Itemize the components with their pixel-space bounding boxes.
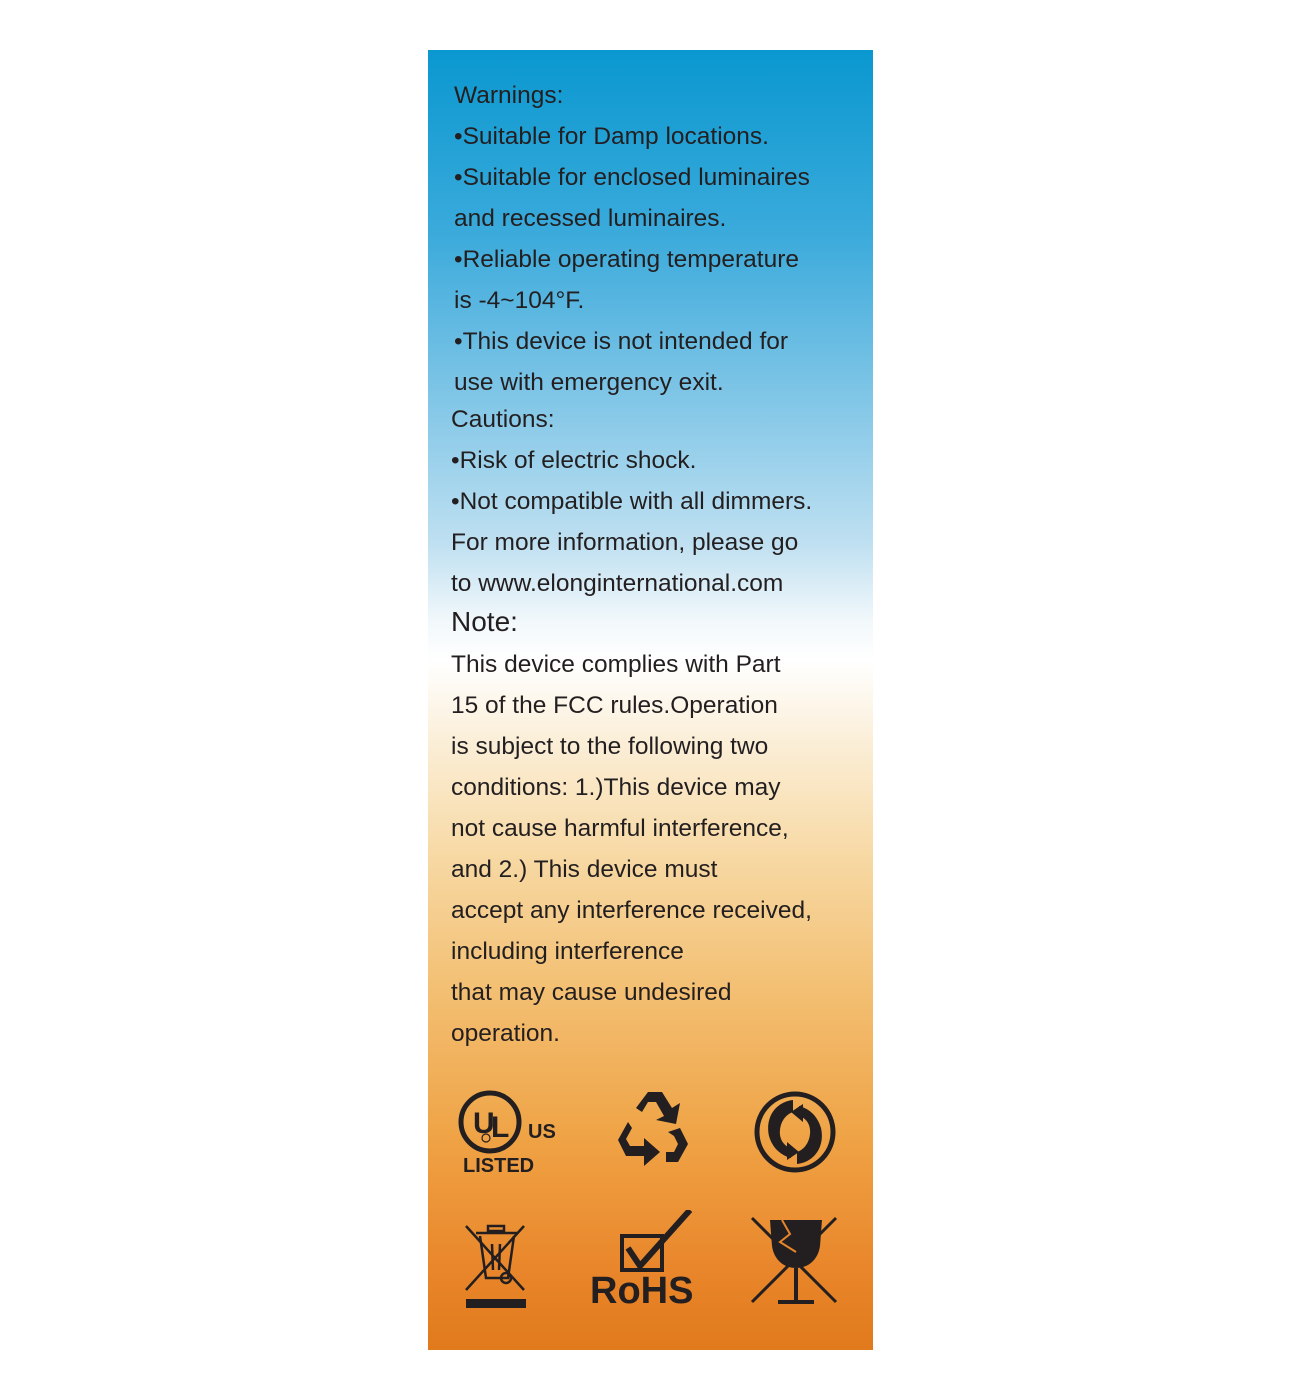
weee-bin-icon	[462, 1222, 532, 1314]
svg-text:L: L	[491, 1111, 510, 1144]
note-line: 15 of the FCC rules.Operation	[451, 692, 778, 719]
warnings-line: •Suitable for enclosed luminaires	[454, 164, 810, 191]
note-heading: Note:	[451, 606, 518, 637]
cautions-line: •Not compatible with all dimmers.	[451, 488, 813, 515]
warnings-line: use with emergency exit.	[454, 369, 724, 396]
ul-listed-text: LISTED	[463, 1155, 535, 1177]
note-line: is subject to the following two	[451, 733, 769, 760]
warnings-line: •Reliable operating temperature	[454, 246, 799, 273]
svg-text:U: U	[473, 1107, 495, 1140]
note-line: This device complies with Part	[451, 651, 781, 678]
cautions-line: For more information, please go	[451, 529, 799, 556]
recycle-icon	[606, 1086, 696, 1176]
do-not-use-glass-icon	[750, 1216, 842, 1308]
cautions-line: •Risk of electric shock.	[451, 447, 697, 474]
note-line: accept any interference received,	[451, 897, 812, 924]
rohs-label: RoHS	[590, 1270, 694, 1310]
note-line: not cause harmful interference,	[451, 815, 789, 842]
green-dot-icon	[753, 1090, 837, 1174]
note-line: including interference	[451, 938, 684, 965]
cautions-heading: Cautions:	[451, 406, 555, 433]
warnings-line: is -4~104°F.	[454, 287, 585, 314]
warnings-line: •Suitable for Damp locations.	[454, 123, 769, 150]
cautions-line: to www.elonginternational.com	[451, 570, 784, 597]
rohs-icon	[588, 1210, 713, 1310]
ul-listed-icon	[458, 1088, 558, 1180]
note-line: conditions: 1.)This device may	[451, 774, 781, 801]
ul-us-text: US	[528, 1121, 556, 1143]
warnings-line: •This device is not intended for	[454, 328, 789, 355]
warning-label-panel	[428, 50, 873, 1350]
note-line: operation.	[451, 1020, 560, 1047]
note-line: and 2.) This device must	[451, 856, 718, 883]
warnings-heading: Warnings:	[454, 82, 564, 109]
warnings-line: and recessed luminaires.	[454, 205, 727, 232]
note-line: that may cause undesired	[451, 979, 732, 1006]
